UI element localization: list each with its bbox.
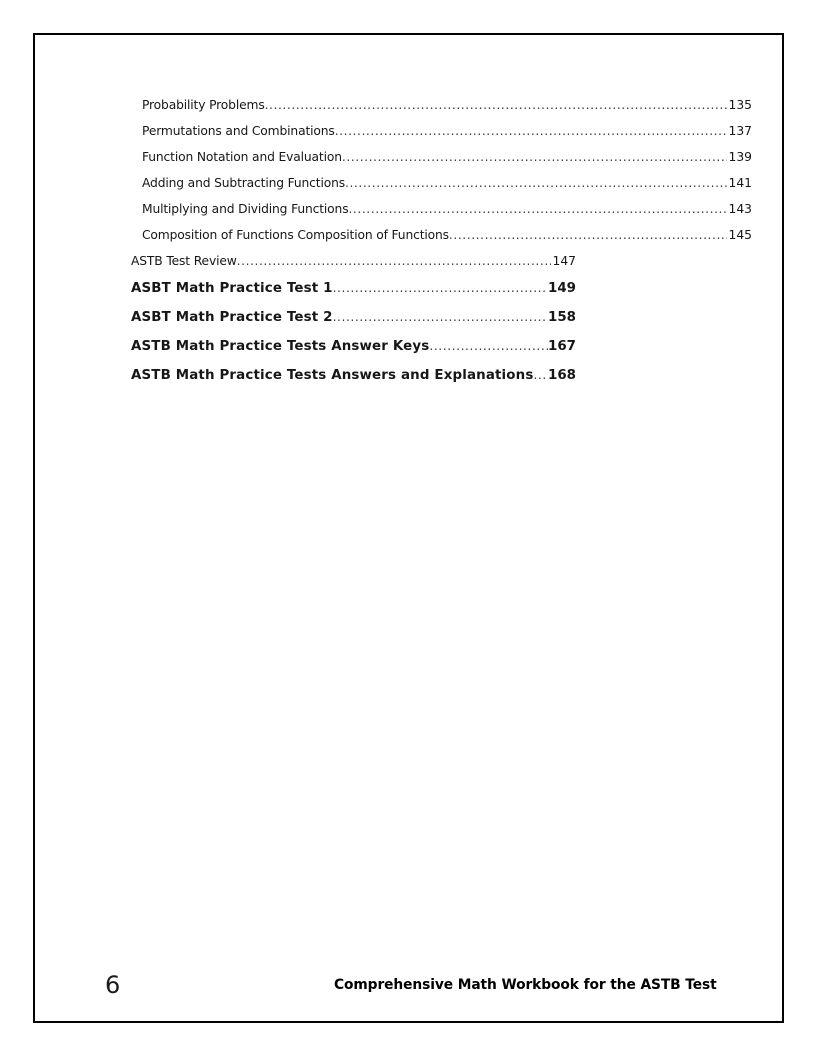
- toc-dot-leader: [237, 251, 551, 265]
- page-sheet: [33, 33, 784, 1023]
- toc-dot-leader: [348, 199, 727, 213]
- toc-entry-page-number: 168: [548, 368, 576, 383]
- footer-page-number: 6: [105, 971, 121, 999]
- toc-entry[interactable]: [35, 248, 782, 274]
- toc-dot-leader: [533, 365, 548, 379]
- toc-entry-title: Multiplying and Dividing Functions: [142, 202, 349, 216]
- toc-entry-title: Composition of Functions Composition of Functions: [142, 228, 449, 242]
- toc-entry-title: ASBT Math Practice Test 2: [131, 310, 333, 325]
- toc-dot-leader: [335, 121, 727, 135]
- toc-dot-leader: [333, 278, 548, 292]
- toc-entry-page-number: 147: [552, 254, 576, 268]
- toc-entry-page-number: 143: [728, 202, 752, 216]
- toc-dot-leader: [333, 307, 548, 321]
- toc-entry[interactable]: [35, 196, 782, 222]
- toc-entry-page-number: 135: [728, 98, 752, 112]
- toc-entry[interactable]: [35, 144, 782, 170]
- toc-entry-title: Adding and Subtracting Functions: [142, 176, 346, 190]
- toc-entry-page-number: 145: [728, 228, 752, 242]
- toc-entry-title: ASBT Math Practice Test 1: [131, 281, 333, 296]
- toc-entry-title: Function Notation and Evaluation: [142, 150, 342, 164]
- toc-dot-leader: [429, 336, 548, 350]
- toc-entry[interactable]: [35, 118, 782, 144]
- footer-book-title: Comprehensive Math Workbook for the ASTB Test: [334, 977, 717, 993]
- toc-entry[interactable]: [35, 274, 782, 303]
- toc-entry-title: ASTB Math Practice Tests Answers and Explanations: [131, 368, 534, 383]
- toc-dot-leader: [265, 95, 727, 109]
- toc-entry-page-number: 158: [548, 310, 576, 325]
- toc-entry[interactable]: [35, 361, 782, 390]
- toc-entry[interactable]: [35, 170, 782, 196]
- toc-entry-page-number: 149: [548, 281, 576, 296]
- toc-dot-leader: [342, 147, 727, 161]
- toc-dot-leader: [345, 173, 727, 187]
- toc-entry[interactable]: [35, 222, 782, 248]
- toc-entry[interactable]: [35, 92, 782, 118]
- toc-entry-title: Permutations and Combinations: [142, 124, 335, 138]
- toc-entry-page-number: 141: [728, 176, 752, 190]
- toc-entry-title: Probability Problems: [142, 98, 265, 112]
- toc-entry[interactable]: [35, 303, 782, 332]
- toc-entry[interactable]: [35, 332, 782, 361]
- toc-entry-title: ASTB Test Review: [131, 254, 237, 268]
- toc-entry-page-number: 139: [728, 150, 752, 164]
- toc-entry-title: ASTB Math Practice Tests Answer Keys: [131, 339, 430, 354]
- toc-dot-leader: [449, 225, 727, 239]
- toc-entry-page-number: 137: [728, 124, 752, 138]
- toc-entry-page-number: 167: [548, 339, 576, 354]
- page-footer: [35, 965, 786, 1025]
- table-of-contents: [35, 35, 782, 390]
